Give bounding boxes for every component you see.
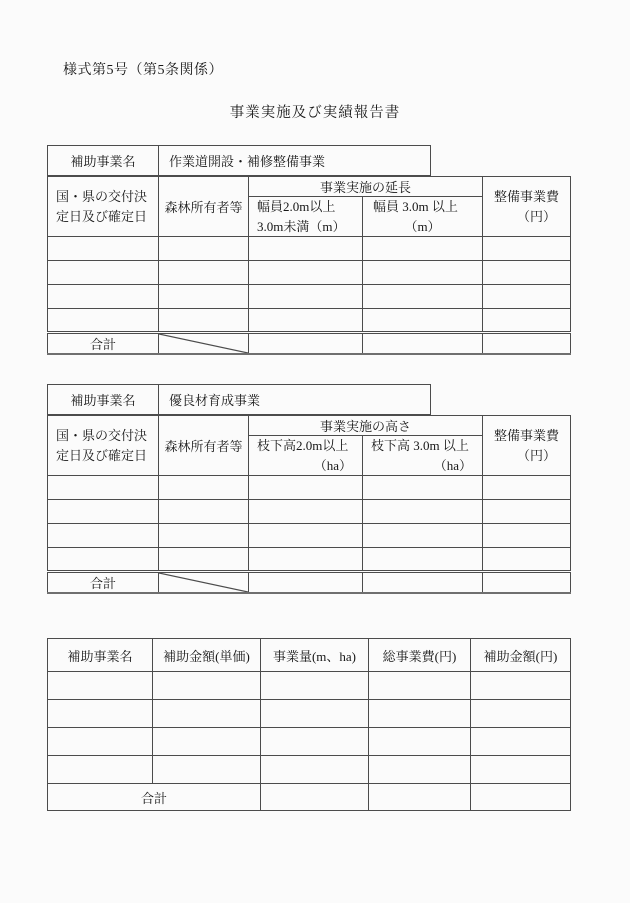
table3-header-subsidy-amount: 補助金額(円) <box>471 639 571 672</box>
empty-cell <box>363 500 483 524</box>
table1-forest-owner-header: 森林所有者等 <box>159 177 249 237</box>
empty-cell <box>249 548 363 572</box>
empty-cell <box>261 672 369 700</box>
empty-cell <box>48 548 159 572</box>
table2-diagonal-cell <box>159 572 249 594</box>
empty-cell <box>369 672 471 700</box>
empty-cell <box>483 500 571 524</box>
table2-project-name-value: 優良材育成事業 <box>159 385 431 415</box>
empty-cell <box>369 784 471 811</box>
empty-cell <box>471 672 571 700</box>
empty-cell <box>369 728 471 756</box>
empty-cell <box>48 237 159 261</box>
empty-cell <box>471 728 571 756</box>
diagonal-line <box>159 334 248 353</box>
empty-cell <box>249 524 363 548</box>
table2-span-header: 事業実施の高さ <box>249 416 483 436</box>
table3-total-label: 合計 <box>48 784 261 811</box>
empty-cell <box>48 524 159 548</box>
empty-cell <box>471 756 571 784</box>
table2-grant-date-header: 国・県の交付決 定日及び確定日 <box>48 416 159 476</box>
table1-project-name-label: 補助事業名 <box>48 146 159 176</box>
table3-header-quantity: 事業量(m、ha) <box>261 639 369 672</box>
table2-height-col2-header: 枝下高 3.0m 以上 （ha） <box>363 436 483 476</box>
empty-cell <box>153 728 261 756</box>
empty-cell <box>369 700 471 728</box>
table1-width-col2-header: 幅員 3.0m 以上 （m） <box>363 197 483 237</box>
table3 <box>47 638 571 811</box>
table1-name-box <box>47 145 431 176</box>
empty-cell <box>483 548 571 572</box>
empty-cell <box>483 261 571 285</box>
empty-cell <box>159 285 249 309</box>
empty-cell <box>159 524 249 548</box>
empty-cell <box>249 333 363 355</box>
empty-cell <box>153 672 261 700</box>
empty-cell <box>159 548 249 572</box>
empty-cell <box>363 309 483 333</box>
empty-cell <box>363 333 483 355</box>
empty-cell <box>249 572 363 594</box>
table2-cost-header: 整備事業費 （円） <box>483 416 571 476</box>
empty-cell <box>261 784 369 811</box>
empty-cell <box>249 309 363 333</box>
empty-cell <box>249 285 363 309</box>
empty-cell <box>483 476 571 500</box>
table2-project-name-label: 補助事業名 <box>48 385 159 415</box>
empty-cell <box>363 524 483 548</box>
empty-cell <box>483 285 571 309</box>
table2-total-label: 合計 <box>48 572 159 594</box>
empty-cell <box>363 548 483 572</box>
empty-cell <box>249 476 363 500</box>
table2-name-box <box>47 384 431 415</box>
empty-cell <box>48 728 153 756</box>
empty-cell <box>363 261 483 285</box>
table3-header-project-name: 補助事業名 <box>48 639 153 672</box>
empty-cell <box>363 572 483 594</box>
table1-span-header: 事業実施の延長 <box>249 177 483 197</box>
empty-cell <box>471 700 571 728</box>
empty-cell <box>261 756 369 784</box>
empty-cell <box>48 285 159 309</box>
table1-total-label: 合計 <box>48 333 159 355</box>
empty-cell <box>483 237 571 261</box>
table2-forest-owner-header: 森林所有者等 <box>159 416 249 476</box>
empty-cell <box>261 728 369 756</box>
empty-cell <box>48 700 153 728</box>
empty-cell <box>159 309 249 333</box>
table2-height-col1-header: 枝下高2.0m以上 （ha） <box>249 436 363 476</box>
empty-cell <box>48 476 159 500</box>
table1 <box>47 176 571 355</box>
empty-cell <box>249 500 363 524</box>
empty-cell <box>159 500 249 524</box>
empty-cell <box>159 476 249 500</box>
table3-header-subsidy-unit: 補助金額(単価) <box>153 639 261 672</box>
table3-header-total-cost: 総事業費(円) <box>369 639 471 672</box>
table1-cost-header: 整備事業費 （円） <box>483 177 571 237</box>
empty-cell <box>249 261 363 285</box>
empty-cell <box>48 672 153 700</box>
empty-cell <box>159 237 249 261</box>
empty-cell <box>261 700 369 728</box>
diagonal-line <box>159 573 248 592</box>
empty-cell <box>363 476 483 500</box>
table1-diagonal-cell <box>159 333 249 355</box>
table1-width-col1-header: 幅員2.0m以上 3.0m未満（m） <box>249 197 363 237</box>
table1-grant-date-header: 国・県の交付決 定日及び確定日 <box>48 177 159 237</box>
empty-cell <box>363 285 483 309</box>
page-title: 事業実施及び実績報告書 <box>229 105 401 121</box>
empty-cell <box>483 333 571 355</box>
empty-cell <box>483 309 571 333</box>
empty-cell <box>48 756 153 784</box>
empty-cell <box>369 756 471 784</box>
table1-project-name-value: 作業道開設・補修整備事業 <box>159 146 431 176</box>
empty-cell <box>48 500 159 524</box>
empty-cell <box>471 784 571 811</box>
empty-cell <box>249 237 363 261</box>
empty-cell <box>363 237 483 261</box>
table2 <box>47 415 571 594</box>
empty-cell <box>48 309 159 333</box>
empty-cell <box>483 572 571 594</box>
empty-cell <box>483 524 571 548</box>
empty-cell <box>153 756 261 784</box>
empty-cell <box>48 261 159 285</box>
empty-cell <box>153 700 261 728</box>
empty-cell <box>159 261 249 285</box>
form-number: 様式第5号（第5条関係） <box>63 63 223 78</box>
